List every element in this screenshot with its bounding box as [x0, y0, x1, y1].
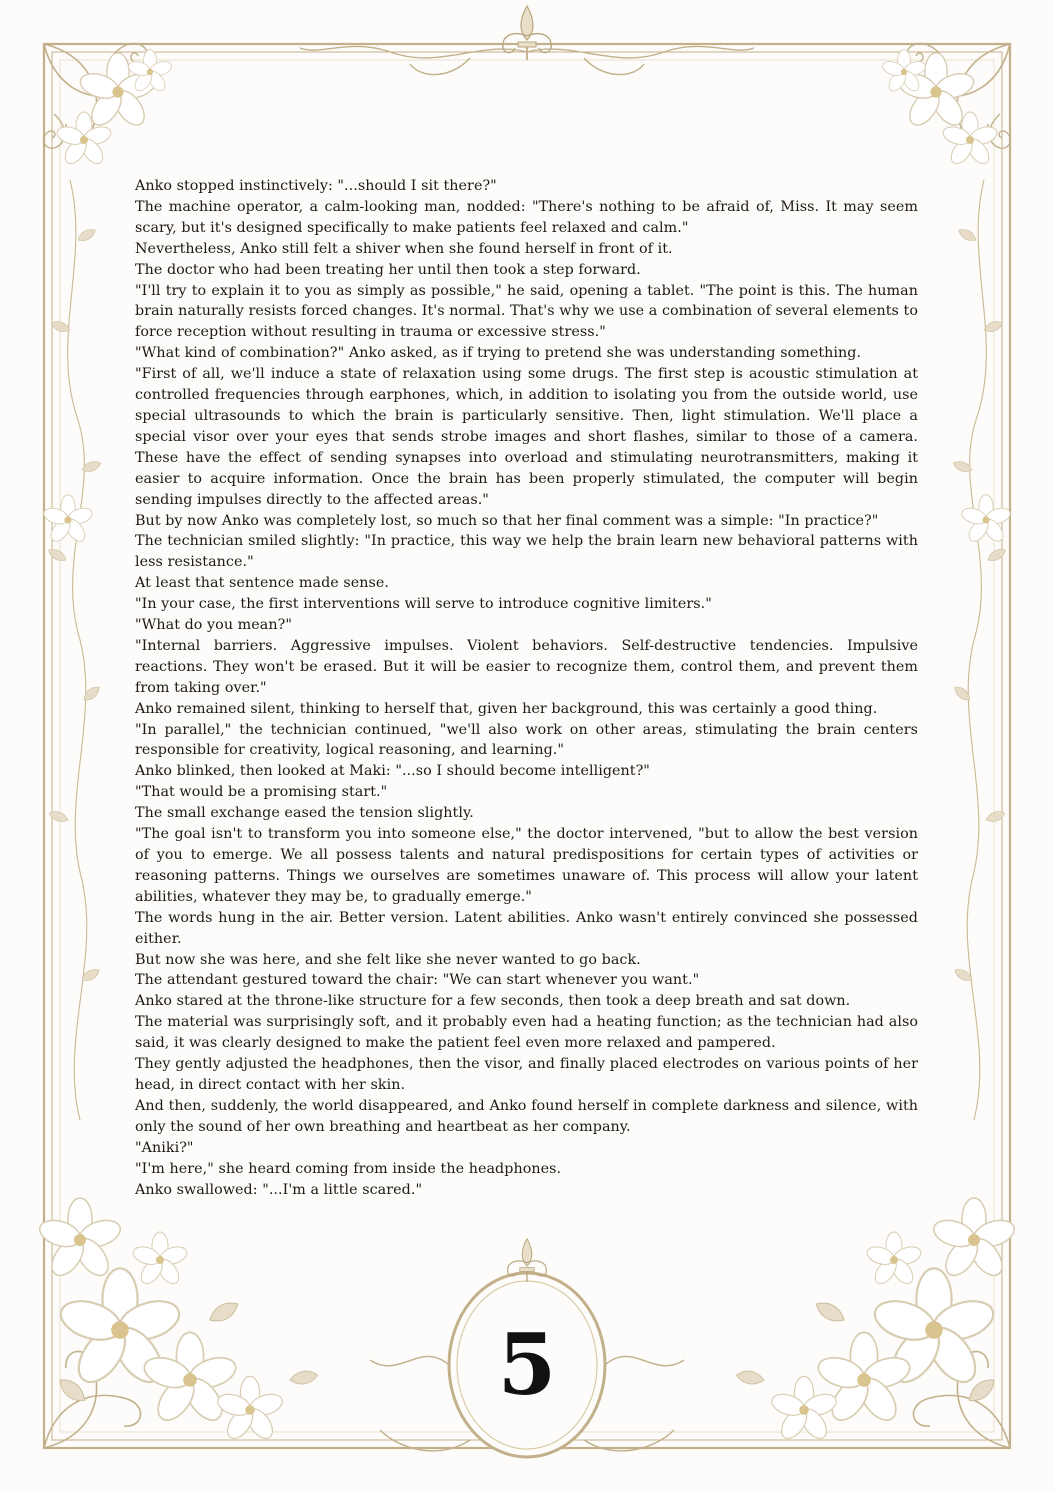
bottom-left-flower-cluster: [36, 1198, 318, 1443]
paragraph: "The goal isn't to transform you into someone else," the doctor intervened, "but to allow the best version of you to emerge. We all possess talents and natural predispositions for certain types of activities or reasoning patterns. Things we ourselves are sometimes unaware of. This process will allow your latent abilities, whatever they may be, to gradually emerge.": [135, 826, 923, 905]
paragraph: The small exchange eased the tension slightly.: [135, 805, 474, 822]
paragraph: "First of all, we'll induce a state of relaxation using some drugs. The first step is acoustic stimulation at controlled frequencies through earphones, which, in addition to isolating you from the outside world, use special ultrasounds to which the brain is particularly sensitive. Then, light stimulation. We'll place a special visor over your eyes that sends strobe images and short flashes, similar to those of a camera. These have the effect of sending synapses into overload and stimulating neurotransmitters, making it easier to acquire information. Once the brain has been properly stimulated, the computer will begin sending impulses directly to the affected areas.": [135, 366, 923, 508]
paragraph: "Aniki?": [135, 1139, 194, 1156]
paragraph: Nevertheless, Anko still felt a shiver when she found herself in front of it.: [135, 240, 673, 257]
paragraph: The machine operator, a calm-looking man, nodded: "There's nothing to be afraid of, Miss. It may seem scary, but it's designed specifically to make patients feel relaxed and calm.": [135, 198, 923, 236]
paragraph: Anko blinked, then looked at Maki: "...so I should become intelligent?": [135, 763, 650, 780]
paragraph: "What kind of combination?" Anko asked, as if trying to pretend she was understanding something.: [135, 345, 862, 362]
paragraph: "That would be a promising start.": [135, 784, 388, 801]
page-number: 5: [497, 1315, 557, 1414]
story-text: [135, 176, 923, 1200]
paragraph: "I'll try to explain it to you as simply as possible," he said, opening a tablet. "The point is this. The human brain naturally resists forced changes. It's normal. That's why we use a combination of several elements to force reception without resulting in trauma or excessive stress.": [135, 282, 923, 341]
paragraph: The attendant gestured toward the chair: "We can start whenever you want.": [135, 972, 700, 989]
paragraph: The technician smiled slightly: "In practice, this way we help the brain learn new behavioral patterns with less resistance.": [135, 533, 923, 571]
paragraph: "In your case, the first interventions will serve to introduce cognitive limiters.": [135, 596, 712, 613]
paragraph: Anko stared at the throne-like structure for a few seconds, then took a deep breath and sat down.: [135, 993, 851, 1010]
bottom-right-flower-cluster: [735, 1198, 1017, 1443]
paragraph: The words hung in the air. Better version. Latent abilities. Anko wasn't entirely convinced she possessed either.: [135, 909, 923, 947]
paragraph: "I'm here," she heard coming from inside the headphones.: [135, 1160, 562, 1177]
paragraph: The doctor who had been treating her until then took a step forward.: [135, 261, 641, 278]
paragraph: Anko swallowed: "...I'm a little scared.": [135, 1181, 423, 1198]
paragraph: "Internal barriers. Aggressive impulses. Violent behaviors. Self-destructive tendencies. Impulsive reactions. They won't be erased. But it will be easier to recognize them, control them, and prevent them from taking over.": [135, 637, 923, 696]
paragraph: But by now Anko was completely lost, so much so that her final comment was a simple: "In practice?": [135, 512, 879, 529]
paragraph: "In parallel," the technician continued, "we'll also work on other areas, stimulating the brain centers responsible for creativity, logical reasoning, and learning.": [135, 721, 923, 759]
paragraph: Anko stopped instinctively: "...should I sit there?": [135, 178, 497, 194]
paragraph: Anko remained silent, thinking to herself that, given her background, this was certainly a good thing.: [135, 700, 878, 717]
paragraph: But now she was here, and she felt like she never wanted to go back.: [135, 951, 641, 968]
paragraph: And then, suddenly, the world disappeared, and Anko found herself in complete darkness and silence, with only the sound of her own breathing and heartbeat as her company.: [135, 1097, 923, 1135]
paragraph: The material was surprisingly soft, and it probably even had a heating function; as the technician had also said, it was clearly designed to make the patient feel even more relaxed and pampered.: [135, 1014, 923, 1052]
paragraph: "What do you mean?": [135, 617, 292, 634]
paragraph: At least that sentence made sense.: [135, 575, 390, 592]
paragraph: They gently adjusted the headphones, then the visor, and finally placed electrodes on various points of her head, in direct contact with her skin.: [135, 1056, 923, 1093]
